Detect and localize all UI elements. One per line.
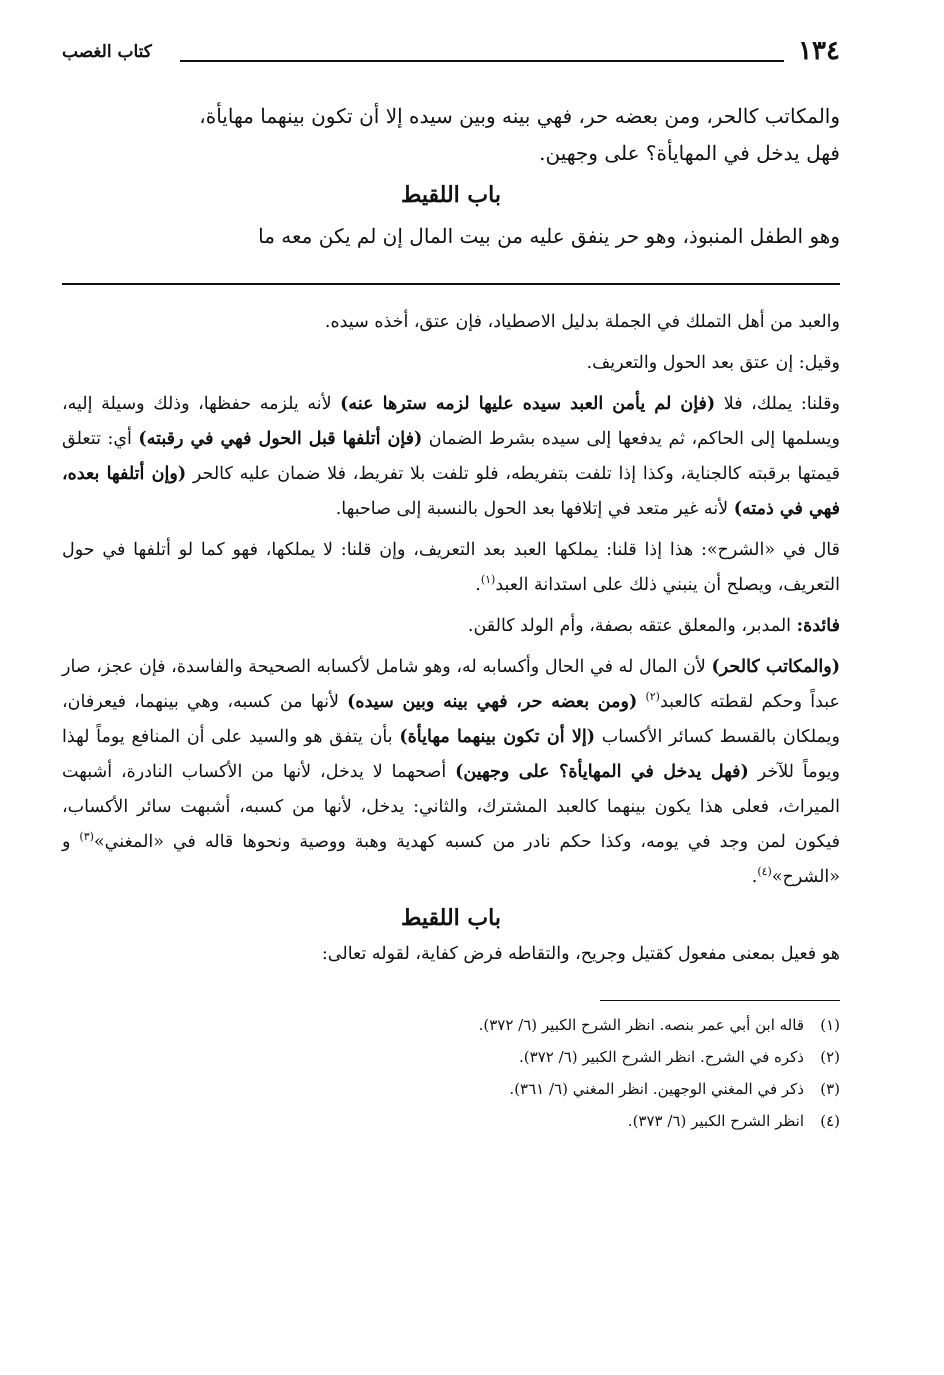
commentary-section (62, 305, 840, 972)
text-run: وقلنا: يملك، فلا (715, 393, 840, 414)
text-run: لأنه غير متعد في إتلافها بعد الحول بالنسبة إلى صاحبها. (335, 498, 734, 519)
text-run: . (475, 574, 481, 595)
matn-section (62, 98, 840, 255)
footnote-text: ذكر في المغني الوجهين. انظر المغني (٦/ ٣٦١). (509, 1079, 804, 1098)
commentary-paragraph: هو فعيل بمعنى مفعول كقتيل وجريح، والتقاطه فرض كفاية، لقوله تعالى: (321, 943, 840, 964)
chapter-title: باب اللقيط (401, 904, 501, 931)
footnote (62, 1073, 840, 1105)
header-rule (180, 60, 784, 62)
chapter-title: باب اللقيط (401, 182, 501, 208)
page-number: ١٣٤ (798, 36, 840, 66)
footnote (62, 1009, 840, 1041)
text-run: المدبر، والمعلق عتقه بصفة، وأم الولد كالقن. (467, 615, 797, 636)
footnote-ref[interactable]: (٢) (645, 689, 660, 703)
book-title: كتاب الغصب (62, 42, 152, 62)
commentary-paragraph (62, 533, 840, 603)
commentary-paragraph: وقيل: إن عتق بعد الحول والتعريف. (586, 352, 840, 373)
text-run: أي: تتعلق قيمتها برقبته كالجناية، وكذا إذا تلفت بتفريطه، فلو تلفت بلا تفريط، فلا ضمان عليه كالحر (62, 428, 840, 484)
footnote-rule (600, 1000, 840, 1001)
footnote-number: (٢) (820, 1047, 840, 1066)
footnote-number: (٤) (820, 1111, 840, 1130)
footnote (62, 1041, 840, 1073)
text-run: . (751, 866, 758, 887)
commentary-paragraph (62, 387, 840, 527)
commentary-paragraph (62, 609, 840, 644)
text-run: لأنها من كسبه، وهي بينهما، فيعرفان، ويملكان بالقسط كسائر الأكساب (62, 691, 840, 747)
text-run: قال في «الشرح»: هذا إذا قلنا: يملكها العبد بعد التعريف، وإن قلنا: لا يملكها، فهو كما لو أتلفها في حول التعريف، ويصلح أن ينبني ذلك على استدانة العبد (62, 539, 840, 595)
footnote-ref[interactable]: (٣) (79, 829, 94, 843)
quoted-matn: (إلا أن تكون بينهما مهايأة) (399, 726, 596, 747)
text-run: و «الشرح» (62, 831, 840, 887)
matn-line: والمكاتب كالحر، ومن بعضه حر، فهي بينه وبين سيده إلا أن تكون بينهما مهايأة، (199, 104, 840, 128)
matn-line: وهو الطفل المنبوذ، وهو حر ينفق عليه من بيت المال إن لم يكن معه ما (258, 224, 840, 248)
commentary-paragraph: والعبد من أهل التملك في الجملة بدليل الاصطياد، فإن عتق، أخذه سيده. (324, 311, 840, 332)
footnote-ref[interactable]: (١) (480, 572, 496, 586)
footnote-number: (٣) (820, 1079, 840, 1098)
footnote (62, 1105, 840, 1137)
footnote-text: ذكره في الشرح. انظر الشرح الكبير (٦/ ٣٧٢). (519, 1047, 804, 1066)
text-run: لأن المال له في الحال وأكسابه له، وهو شامل لأكسابه الصحيحة والفاسدة، فإن عجز، صار عبداً وحكم لقطته كالعبد (62, 656, 840, 712)
text-run: أصحهما لا يدخل، لأنها من الأكساب النادرة، أشبهت الميراث، فعلى هذا يكون بينهما كالعبد المشترك، والثاني: يدخل، لأنها من كسبه، أشبهت سائر الأكساب، فيكون لمن وجد في يومه، وكذا حكم نادر من كسبه كهدية وهبة ووصية ونحوها قاله في «المغني» (62, 761, 840, 852)
quoted-matn: (فإن لم يأمن العبد سيده عليها لزمه سترها عنه) (340, 393, 716, 414)
footnote-text: انظر الشرح الكبير (٦/ ٣٧٣). (627, 1111, 804, 1130)
document-page (62, 30, 840, 1350)
quoted-matn: (فإن أتلفها قبل الحول فهي في رقبته) (138, 428, 423, 449)
quoted-matn: (فهل يدخل في المهايأة؟ على وجهين) (455, 761, 749, 782)
text-run: لأنه يلزمه حفظها، وذلك وسيلة إليه، ويسلمها إلى الحاكم، ثم يدفعها إلى سيده بشرط الضمان (62, 393, 840, 449)
benefit-label: فائدة: (796, 615, 840, 636)
commentary-paragraph (62, 650, 840, 895)
quoted-matn: (وإن أتلفها بعده، فهي في ذمته) (62, 463, 840, 519)
text-run: بأن يتفق هو والسيد على أن المنافع يوماً لهذا ويوماً للآخر (62, 726, 840, 782)
matn-line: فهل يدخل في المهايأة؟ على وجهين. (539, 141, 840, 165)
quoted-matn: (والمكاتب كالحر) (711, 656, 840, 677)
footnote-text: قاله ابن أبي عمر بنصه. انظر الشرح الكبير (٦/ ٣٧٢). (478, 1015, 804, 1034)
running-header (62, 30, 840, 74)
footnote-number: (١) (820, 1015, 840, 1034)
footnotes (62, 1009, 840, 1137)
footnote-ref[interactable]: (٤) (757, 864, 772, 878)
section-divider (62, 283, 840, 285)
quoted-matn: (ومن بعضه حر، فهي بينه وبين سيده) (347, 691, 638, 712)
